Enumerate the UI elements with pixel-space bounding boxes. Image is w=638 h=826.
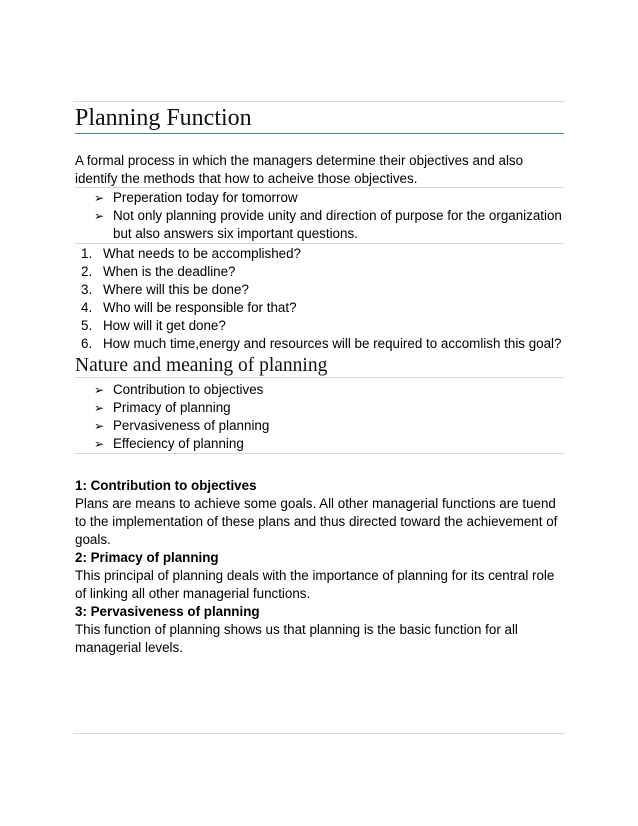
paragraph: This function of planning shows us that planning is the basic function for all managerial levels.: [75, 622, 518, 655]
list-item: [75, 399, 564, 417]
list-item: [75, 335, 564, 353]
list-number: 3.: [81, 282, 93, 297]
list-item: [75, 281, 564, 299]
paragraph: Plans are means to achieve some goals. All other managerial functions are tuend to the implementation of these plans and thus directed toward the achievement of goals.: [75, 496, 558, 547]
list-item: [75, 435, 564, 453]
bullet-list-1: [75, 189, 564, 243]
list-item-text: When is the deadline?: [103, 264, 236, 279]
list-item-text: Where will this be done?: [103, 282, 249, 297]
list-item: [75, 417, 564, 435]
list-number: 1.: [81, 246, 93, 261]
sections-body: [75, 477, 564, 657]
question-list: [75, 245, 564, 353]
list-number: 6.: [81, 336, 93, 351]
arrow-bullet-icon: ➢: [94, 437, 105, 451]
list-item: [75, 189, 564, 207]
list-item: [75, 317, 564, 335]
list-item-text: How will it get done?: [103, 318, 226, 333]
bottom-rule: [73, 733, 564, 734]
subsection-heading: 3: Pervasiveness of planning: [75, 604, 260, 619]
list-number: 4.: [81, 300, 93, 315]
divider: [75, 243, 564, 244]
list-item: [75, 263, 564, 281]
list-item-text: What needs to be accomplished?: [103, 246, 302, 261]
list-item-text: How much time,energy and resources will be required to accomlish this goal?: [103, 336, 562, 351]
subsection-heading: 2: Primacy of planning: [75, 550, 219, 565]
list-item-text: Primacy of planning: [113, 400, 231, 415]
list-item: [75, 245, 564, 263]
divider: [75, 453, 564, 454]
list-number: 2.: [81, 264, 93, 279]
section-heading: Nature and meaning of planning: [75, 355, 564, 378]
arrow-bullet-icon: ➢: [94, 383, 105, 397]
list-number: 5.: [81, 318, 93, 333]
list-item-text: Pervasiveness of planning: [113, 418, 270, 433]
intro-paragraph: A formal process in which the managers determine their objectives and also identify the methods that how to acheive those objectives.: [75, 153, 524, 186]
list-item-text: Contribution to objectives: [113, 382, 264, 397]
arrow-bullet-icon: ➢: [94, 401, 105, 415]
bullet-list-2: [75, 381, 564, 453]
arrow-bullet-icon: ➢: [94, 419, 105, 433]
divider: [75, 187, 564, 188]
list-item: [75, 299, 564, 317]
page-title: Planning Function: [75, 104, 564, 134]
list-item-text: Who will be responsible for that?: [103, 300, 297, 315]
arrow-bullet-icon: ➢: [94, 209, 105, 223]
top-rule: [73, 101, 564, 102]
list-item-text: Preperation today for tomorrow: [113, 190, 298, 205]
list-item: [75, 207, 564, 243]
list-item: [75, 381, 564, 399]
list-item-text: Not only planning provide unity and direction of purpose for the organization but also answers six important questions.: [113, 208, 562, 241]
paragraph: This principal of planning deals with the importance of planning for its central role of linking all other managerial functions.: [75, 568, 555, 601]
arrow-bullet-icon: ➢: [94, 191, 105, 205]
list-item-text: Effeciency of planning: [113, 436, 244, 451]
subsection-heading: 1: Contribution to objectives: [75, 478, 257, 493]
